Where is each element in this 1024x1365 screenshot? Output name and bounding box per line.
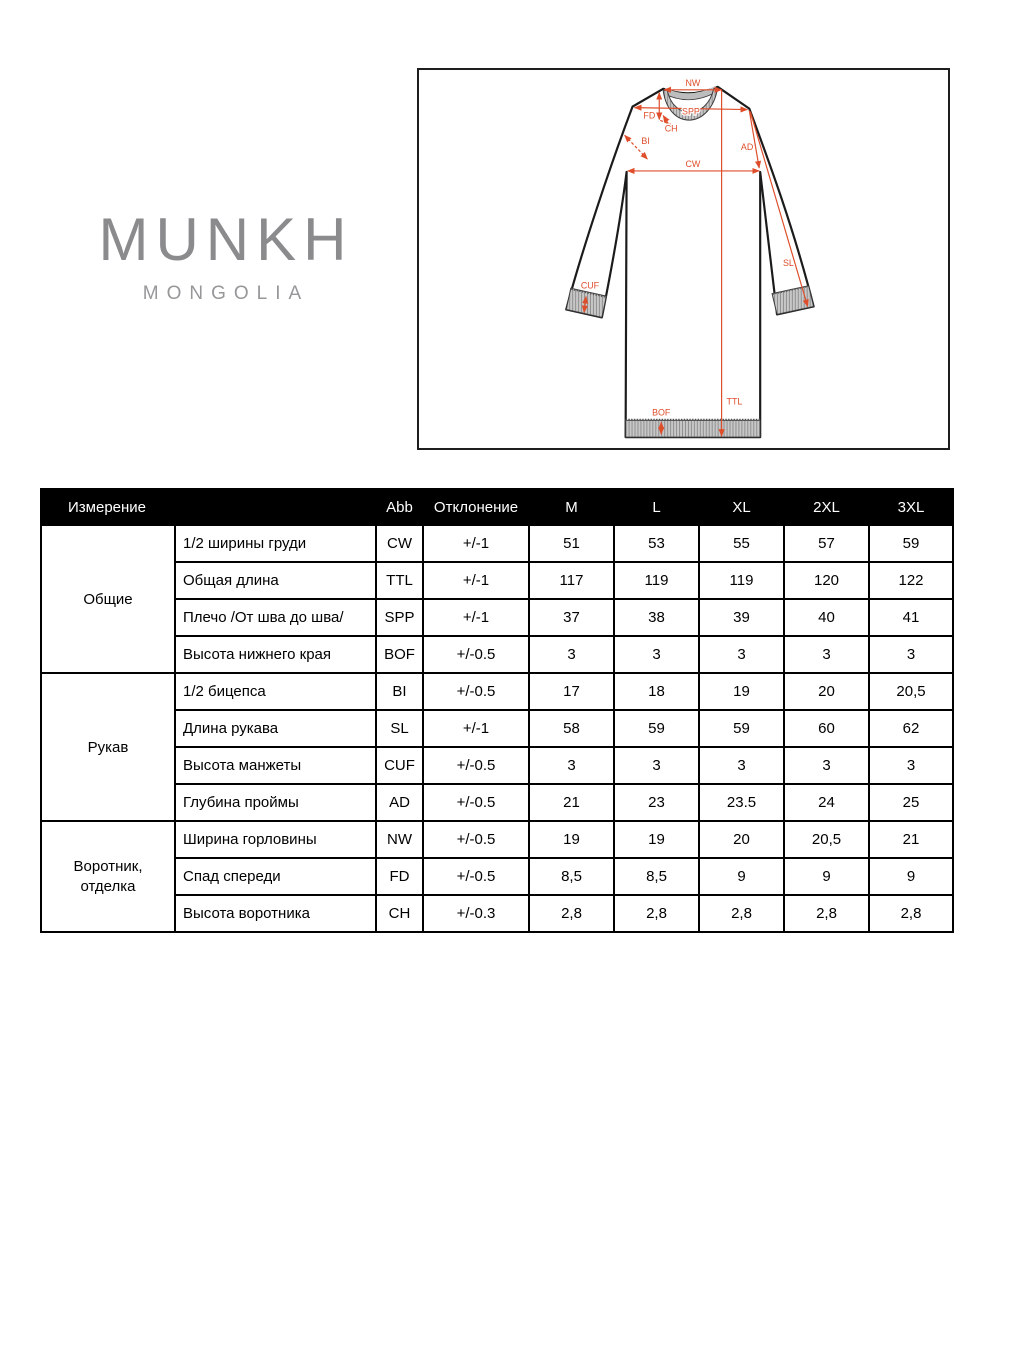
- brand-subtitle: MONGOLIA: [142, 283, 310, 304]
- value-cell: 62: [869, 710, 953, 747]
- value-cell: 59: [614, 710, 699, 747]
- col-header-deviation: Отклонение: [423, 489, 529, 525]
- col-header-abb: Abb: [376, 489, 423, 525]
- abb-cell: FD: [376, 858, 423, 895]
- value-cell: 18: [614, 673, 699, 710]
- value-cell: 2,8: [699, 895, 784, 932]
- value-cell: 119: [614, 562, 699, 599]
- col-header-size-m: M: [529, 489, 614, 525]
- name-cell: Глубина проймы: [175, 784, 376, 821]
- fd-label: FD: [643, 110, 656, 121]
- dev-cell: +/-0.5: [423, 858, 529, 895]
- sl-label: SL: [782, 257, 794, 268]
- value-cell: 60: [784, 710, 869, 747]
- col-header-size-3xl: 3XL: [869, 489, 953, 525]
- name-cell: Спад спереди: [175, 858, 376, 895]
- abb-cell: NW: [376, 821, 423, 858]
- name-cell: Плечо /От шва до шва/: [175, 599, 376, 636]
- value-cell: 21: [529, 784, 614, 821]
- value-cell: 8,5: [529, 858, 614, 895]
- brand-name: MUNKH: [98, 206, 354, 273]
- value-cell: 9: [699, 858, 784, 895]
- value-cell: 3: [784, 636, 869, 673]
- name-cell: 1/2 ширины груди: [175, 525, 376, 562]
- value-cell: 57: [784, 525, 869, 562]
- name-cell: Длина рукава: [175, 710, 376, 747]
- value-cell: 119: [699, 562, 784, 599]
- abb-cell: AD: [376, 784, 423, 821]
- value-cell: 51: [529, 525, 614, 562]
- table-row: [41, 636, 953, 673]
- value-cell: 3: [699, 636, 784, 673]
- abb-cell: CUF: [376, 747, 423, 784]
- abb-cell: BI: [376, 673, 423, 710]
- value-cell: 2,8: [614, 895, 699, 932]
- table-row: [41, 599, 953, 636]
- dev-cell: +/-0.5: [423, 821, 529, 858]
- value-cell: 9: [784, 858, 869, 895]
- value-cell: 25: [869, 784, 953, 821]
- col-header-size-xl: XL: [699, 489, 784, 525]
- abb-cell: CH: [376, 895, 423, 932]
- cw-label: CW: [685, 158, 701, 169]
- table-row: [41, 821, 953, 858]
- value-cell: 3: [529, 747, 614, 784]
- value-cell: 3: [869, 636, 953, 673]
- size-table: [40, 488, 954, 933]
- table-row: [41, 858, 953, 895]
- col-header-measure: Измерение: [41, 489, 376, 525]
- value-cell: 20,5: [784, 821, 869, 858]
- value-cell: 58: [529, 710, 614, 747]
- value-cell: 23.5: [699, 784, 784, 821]
- value-cell: 20: [699, 821, 784, 858]
- value-cell: 8,5: [614, 858, 699, 895]
- dev-cell: +/-0.5: [423, 636, 529, 673]
- value-cell: 17: [529, 673, 614, 710]
- value-cell: 19: [529, 821, 614, 858]
- value-cell: 3: [869, 747, 953, 784]
- table-row: [41, 710, 953, 747]
- value-cell: 59: [699, 710, 784, 747]
- value-cell: 3: [529, 636, 614, 673]
- abb-cell: SL: [376, 710, 423, 747]
- value-cell: 120: [784, 562, 869, 599]
- value-cell: 59: [869, 525, 953, 562]
- dev-cell: +/-1: [423, 562, 529, 599]
- table-row: [41, 673, 953, 710]
- dev-cell: +/-0.5: [423, 673, 529, 710]
- value-cell: 2,8: [529, 895, 614, 932]
- bof-label: BOF: [652, 407, 671, 418]
- value-cell: 9: [869, 858, 953, 895]
- dev-cell: +/-0.3: [423, 895, 529, 932]
- group-cell: Рукав: [41, 673, 175, 821]
- abb-cell: TTL: [376, 562, 423, 599]
- name-cell: Высота нижнего края: [175, 636, 376, 673]
- dev-cell: +/-0.5: [423, 784, 529, 821]
- table-header-row: [41, 489, 953, 525]
- cuf-label: CUF: [580, 280, 600, 291]
- abb-cell: CW: [376, 525, 423, 562]
- value-cell: 38: [614, 599, 699, 636]
- table-row: [41, 747, 953, 784]
- value-cell: 19: [614, 821, 699, 858]
- group-label: Воротник, отделка: [73, 858, 143, 895]
- brand-logo: [45, 206, 407, 305]
- value-cell: 122: [869, 562, 953, 599]
- spp-label: SPP: [682, 106, 700, 117]
- dev-cell: +/-1: [423, 710, 529, 747]
- dev-cell: +/-0.5: [423, 747, 529, 784]
- table-row: [41, 562, 953, 599]
- dev-cell: +/-1: [423, 525, 529, 562]
- value-cell: 24: [784, 784, 869, 821]
- name-cell: Высота воротника: [175, 895, 376, 932]
- garment-outline: [566, 87, 813, 437]
- value-cell: 2,8: [784, 895, 869, 932]
- ch-label: CH: [664, 123, 678, 134]
- col-header-size-l: L: [614, 489, 699, 525]
- value-cell: 3: [614, 636, 699, 673]
- ttl-label: TTL: [726, 396, 743, 407]
- bottom-hem: [626, 420, 761, 437]
- value-cell: 39: [699, 599, 784, 636]
- name-cell: Ширина горловины: [175, 821, 376, 858]
- value-cell: 53: [614, 525, 699, 562]
- table-row: [41, 525, 953, 562]
- abb-cell: BOF: [376, 636, 423, 673]
- value-cell: 20,5: [869, 673, 953, 710]
- value-cell: 3: [784, 747, 869, 784]
- col-header-size-2xl: 2XL: [784, 489, 869, 525]
- group-cell: [41, 821, 175, 932]
- name-cell: Высота манжеты: [175, 747, 376, 784]
- value-cell: 19: [699, 673, 784, 710]
- value-cell: 3: [699, 747, 784, 784]
- garment-diagram: [419, 70, 948, 448]
- value-cell: 41: [869, 599, 953, 636]
- value-cell: 40: [784, 599, 869, 636]
- name-cell: 1/2 бицепса: [175, 673, 376, 710]
- value-cell: 2,8: [869, 895, 953, 932]
- group-cell: Общие: [41, 525, 175, 673]
- abb-cell: SPP: [376, 599, 423, 636]
- garment-diagram-frame: [417, 68, 950, 450]
- ad-label: AD: [740, 142, 754, 153]
- name-cell: Общая длина: [175, 562, 376, 599]
- value-cell: 117: [529, 562, 614, 599]
- value-cell: 37: [529, 599, 614, 636]
- value-cell: 55: [699, 525, 784, 562]
- value-cell: 21: [869, 821, 953, 858]
- bi-label: BI: [641, 136, 650, 147]
- dev-cell: +/-1: [423, 599, 529, 636]
- table-row: [41, 895, 953, 932]
- value-cell: 23: [614, 784, 699, 821]
- value-cell: 3: [614, 747, 699, 784]
- table-row: [41, 784, 953, 821]
- value-cell: 20: [784, 673, 869, 710]
- nw-label: NW: [685, 77, 701, 88]
